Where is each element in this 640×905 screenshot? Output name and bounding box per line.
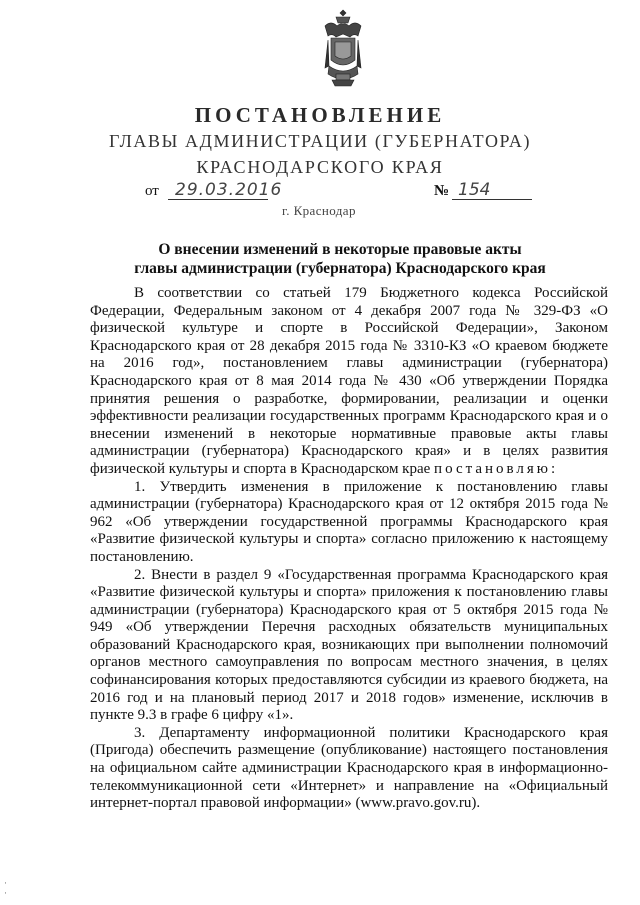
paragraph-2: 2. Внести в раздел 9 «Государственная программа Краснодарского края «Развитие физической культуры и спорта» приложения к постановлению главы администрации (губернатора) Краснодарского края от 5 октября 2015 года № 949 «Об утверждении Перечня расходных обязательств муниципальных образований Краснодарского края, возникающих при выполнении полномочий органов местного самоуправления по вопросам местного значения, в целях софинансирования которых предоставляются субсидии из краевого бюджета, на 2016 год и на плановый период 2017 и 2018 годов» изменение, исключив в пункте 9.3 в графе 6 цифру «1». — [90, 566, 608, 724]
date-underline — [168, 199, 268, 200]
decree-number: 154 — [458, 180, 491, 200]
title-line-1: О внесении изменений в некоторые правовые акты — [158, 241, 522, 258]
document-title — [80, 240, 600, 278]
title-line-2: главы администрации (губернатора) Краснодарского края — [134, 260, 546, 277]
date-label: от — [145, 183, 159, 199]
number-label: № — [434, 183, 450, 199]
city-label: г. Краснодар — [282, 203, 356, 218]
intro-paragraph — [90, 285, 608, 479]
decree-word: постановляю: — [434, 460, 559, 477]
number-underline — [452, 199, 532, 200]
issuer-heading: ГЛАВЫ АДМИНИСТРАЦИИ (ГУБЕРНАТОРА) — [108, 131, 532, 151]
document-type-heading: ПОСТАНОВЛЕНИЕ — [194, 103, 446, 127]
scan-mark: · · — [4, 878, 7, 898]
paragraph-3: 3. Департаменту информационной политики Краснодарского края (Пригода) обеспечить размещение (опубликование) настоящего постановления на официальном сайте администрации Краснодарского края в информационно-телекоммуникационной сети «Интернет» и направление на «Официальный интернет-портал правовой информации» (www.pravo.gov.ru). — [90, 724, 608, 812]
intro-text: В соответствии со статьей 179 Бюджетного кодекса Российской Федерации, Федеральным законом от 4 декабря 2007 года № 329-ФЗ «О физической культуре и спорте в Российской Федерации», Законом Краснодарского края от 28 декабря 2015 года № 3310-КЗ «О краевом бюджете на 2016 год», постановлением главы администрации (губернатора) Краснодарского края от 8 мая 2014 года № 430 «Об утверждении Порядка принятия решения о разработке, формировании, реализации и оценки эффективности реализации государственных программ Краснодарского края и о внесении изменений в некоторые нормативные правовые акты главы администрации (губернатора) Краснодарского края» и в целях развития физической культуры и спорта в Краснодарском крае — [90, 285, 608, 477]
coat-of-arms-emblem — [322, 8, 364, 88]
document-body — [90, 285, 608, 813]
region-heading: КРАСНОДАРСКОГО КРАЯ — [196, 157, 444, 177]
decree-date: 29.03.2016 — [175, 180, 283, 200]
paragraph-1: 1. Утвердить изменения в приложение к постановлению главы администрации (губернатора) Краснодарского края от 12 октября 2015 года № 962 «Об утверждении государственной программы Краснодарского края «Развитие физической культуры и спорта» согласно приложению к настоящему постановлению. — [90, 478, 608, 565]
